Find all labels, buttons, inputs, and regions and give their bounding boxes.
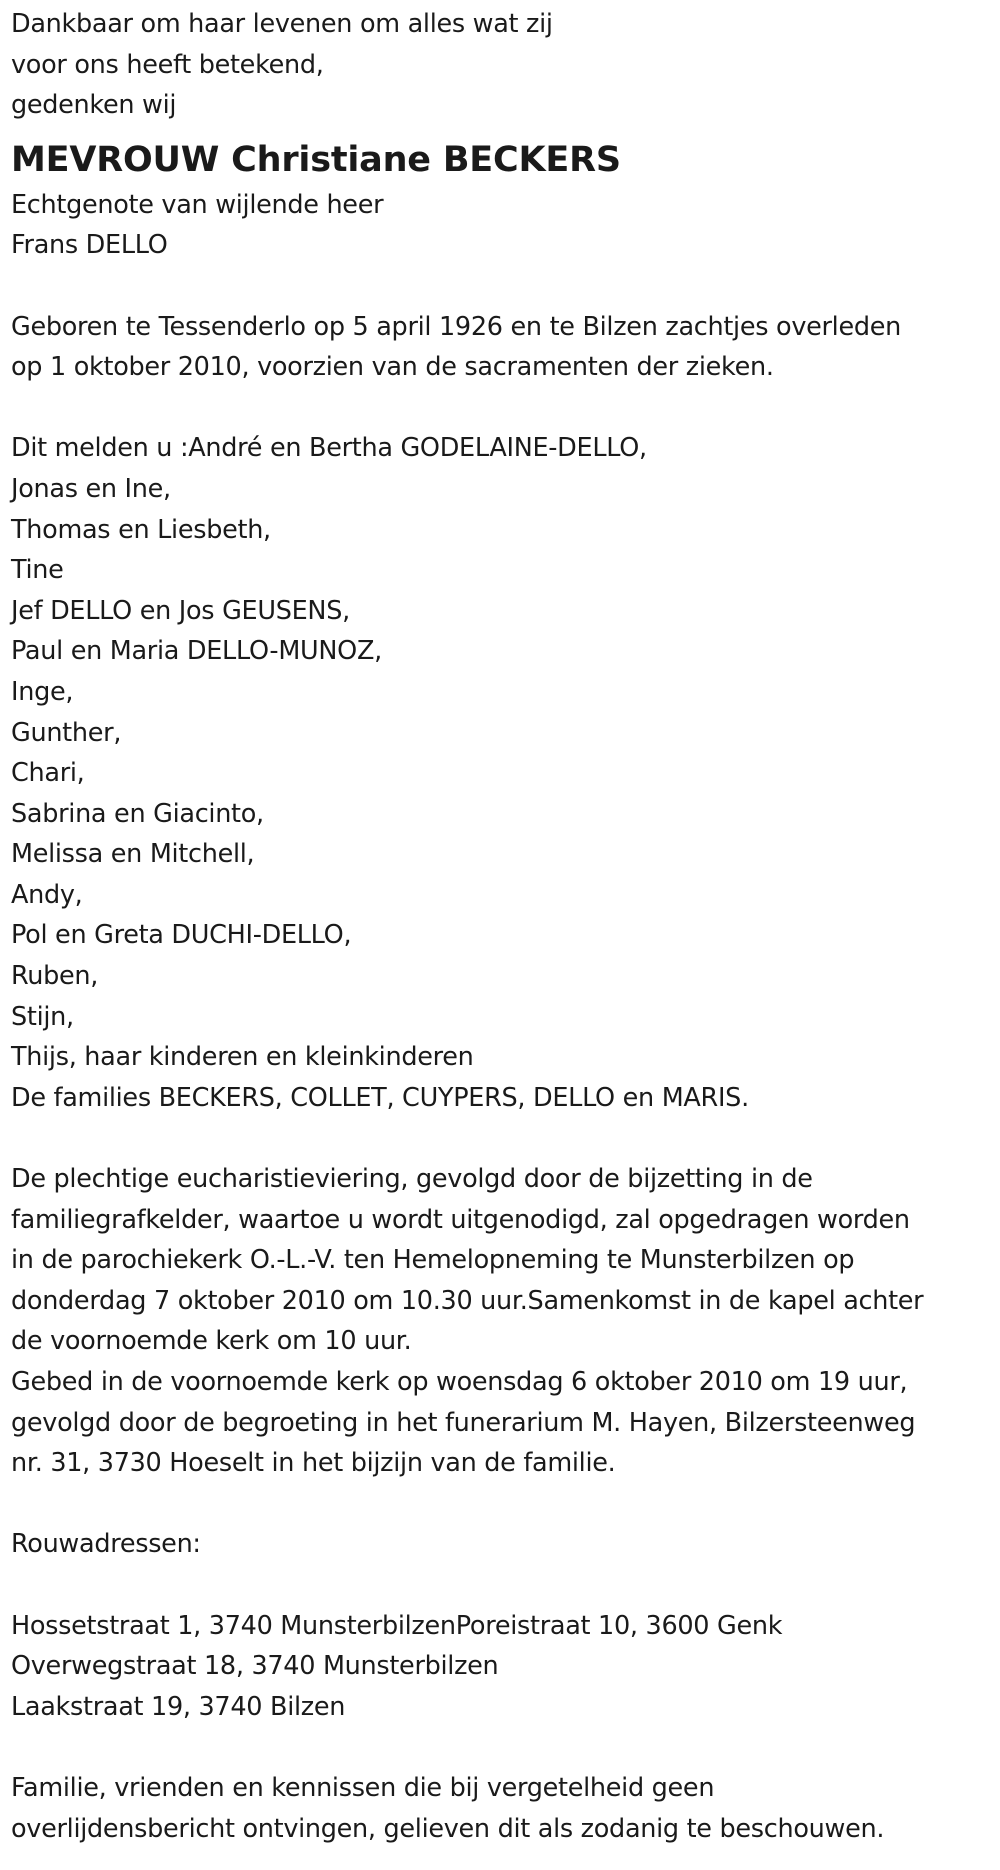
intro-paragraph — [11, 4, 996, 126]
spouse-line: Frans DELLO — [11, 230, 168, 261]
family-line: Paul en Maria DELLO-MUNOZ, — [11, 636, 382, 667]
family-list — [11, 428, 996, 1118]
spacer — [11, 266, 996, 307]
ceremony-line: de voornoemde kerk om 10 uur. — [11, 1326, 412, 1357]
closing-line: Familie, vrienden en kennissen die bij vergetelheid geen — [11, 1772, 715, 1803]
address-line: Overwegstraat 18, 3740 Munsterbilzen — [11, 1651, 499, 1682]
address-line: Laakstraat 19, 3740 Bilzen — [11, 1691, 346, 1722]
closing-line: overlijdensbericht ontvingen, gelieven dit als zodanig te beschouwen. — [11, 1813, 885, 1844]
family-line: Jef DELLO en Jos GEUSENS, — [11, 595, 350, 626]
closing-paragraph — [11, 1768, 996, 1849]
intro-line: voor ons heeft betekend, — [11, 49, 324, 80]
spouse-paragraph — [11, 185, 996, 266]
family-line: Chari, — [11, 758, 85, 789]
family-line: Andy, — [11, 879, 83, 910]
family-line: Jonas en Ine, — [11, 473, 171, 504]
family-line: Tine — [11, 555, 64, 586]
family-line: Dit melden u :André en Bertha GODELAINE-DELLO, — [11, 433, 647, 464]
spouse-line: Echtgenote van wijlende heer — [11, 189, 384, 220]
family-line: Stijn, — [11, 1001, 74, 1032]
family-line: Melissa en Mitchell, — [11, 839, 255, 870]
spacer — [11, 1484, 996, 1525]
addresses-label: Rouwadressen: — [11, 1529, 201, 1560]
spacer — [11, 1565, 996, 1606]
spacer — [11, 1118, 996, 1159]
intro-line: Dankbaar om haar levenen om alles wat zij — [11, 9, 553, 39]
family-line: Ruben, — [11, 961, 99, 992]
ceremony-line: Gebed in de voornoemde kerk op woensdag 6 oktober 2010 om 19 uur, — [11, 1367, 908, 1397]
ceremony-paragraph — [11, 1159, 996, 1484]
birth-death-line: Geboren te Tessenderlo op 5 april 1926 en te Bilzen zachtjes overleden — [11, 311, 901, 342]
ceremony-line: gevolgd door de begroeting in het funerarium M. Hayen, Bilzersteenweg — [11, 1407, 916, 1438]
family-line: Pol en Greta DUCHI-DELLO, — [11, 920, 352, 951]
ceremony-line: in de parochiekerk O.-L.-V. ten Hemelopneming te Munsterbilzen op — [11, 1245, 855, 1276]
birth-death-line: op 1 oktober 2010, voorzien van de sacramenten der zieken. — [11, 352, 774, 383]
family-line: Inge, — [11, 676, 74, 707]
address-line: Hossetstraat 1, 3740 MunsterbilzenPoreistraat 10, 3600 Genk — [11, 1610, 783, 1641]
family-line: Gunther, — [11, 717, 122, 748]
ceremony-line: De plechtige eucharistieviering, gevolgd door de bijzetting in de — [11, 1164, 813, 1195]
deceased-name: MEVROUW Christiane BECKERS — [11, 139, 621, 180]
intro-line: gedenken wij — [11, 90, 177, 121]
birth-death-paragraph — [11, 307, 996, 388]
spacer — [11, 1727, 996, 1768]
family-line: Sabrina en Giacinto, — [11, 798, 264, 829]
spacer — [11, 388, 996, 429]
family-line: Thijs, haar kinderen en kleinkinderen — [11, 1042, 474, 1073]
addresses-list — [11, 1606, 996, 1728]
family-line: Thomas en Liesbeth, — [11, 514, 271, 545]
family-line: De families BECKERS, COLLET, CUYPERS, DELLO en MARIS. — [11, 1082, 749, 1113]
ceremony-line: familiegrafkelder, waartoe u wordt uitgenodigd, zal opgedragen worden — [11, 1204, 910, 1235]
ceremony-line: nr. 31, 3730 Hoeselt in het bijzijn van de familie. — [11, 1448, 616, 1479]
ceremony-line: donderdag 7 oktober 2010 om 10.30 uur.Samenkomst in de kapel achter — [11, 1285, 924, 1316]
